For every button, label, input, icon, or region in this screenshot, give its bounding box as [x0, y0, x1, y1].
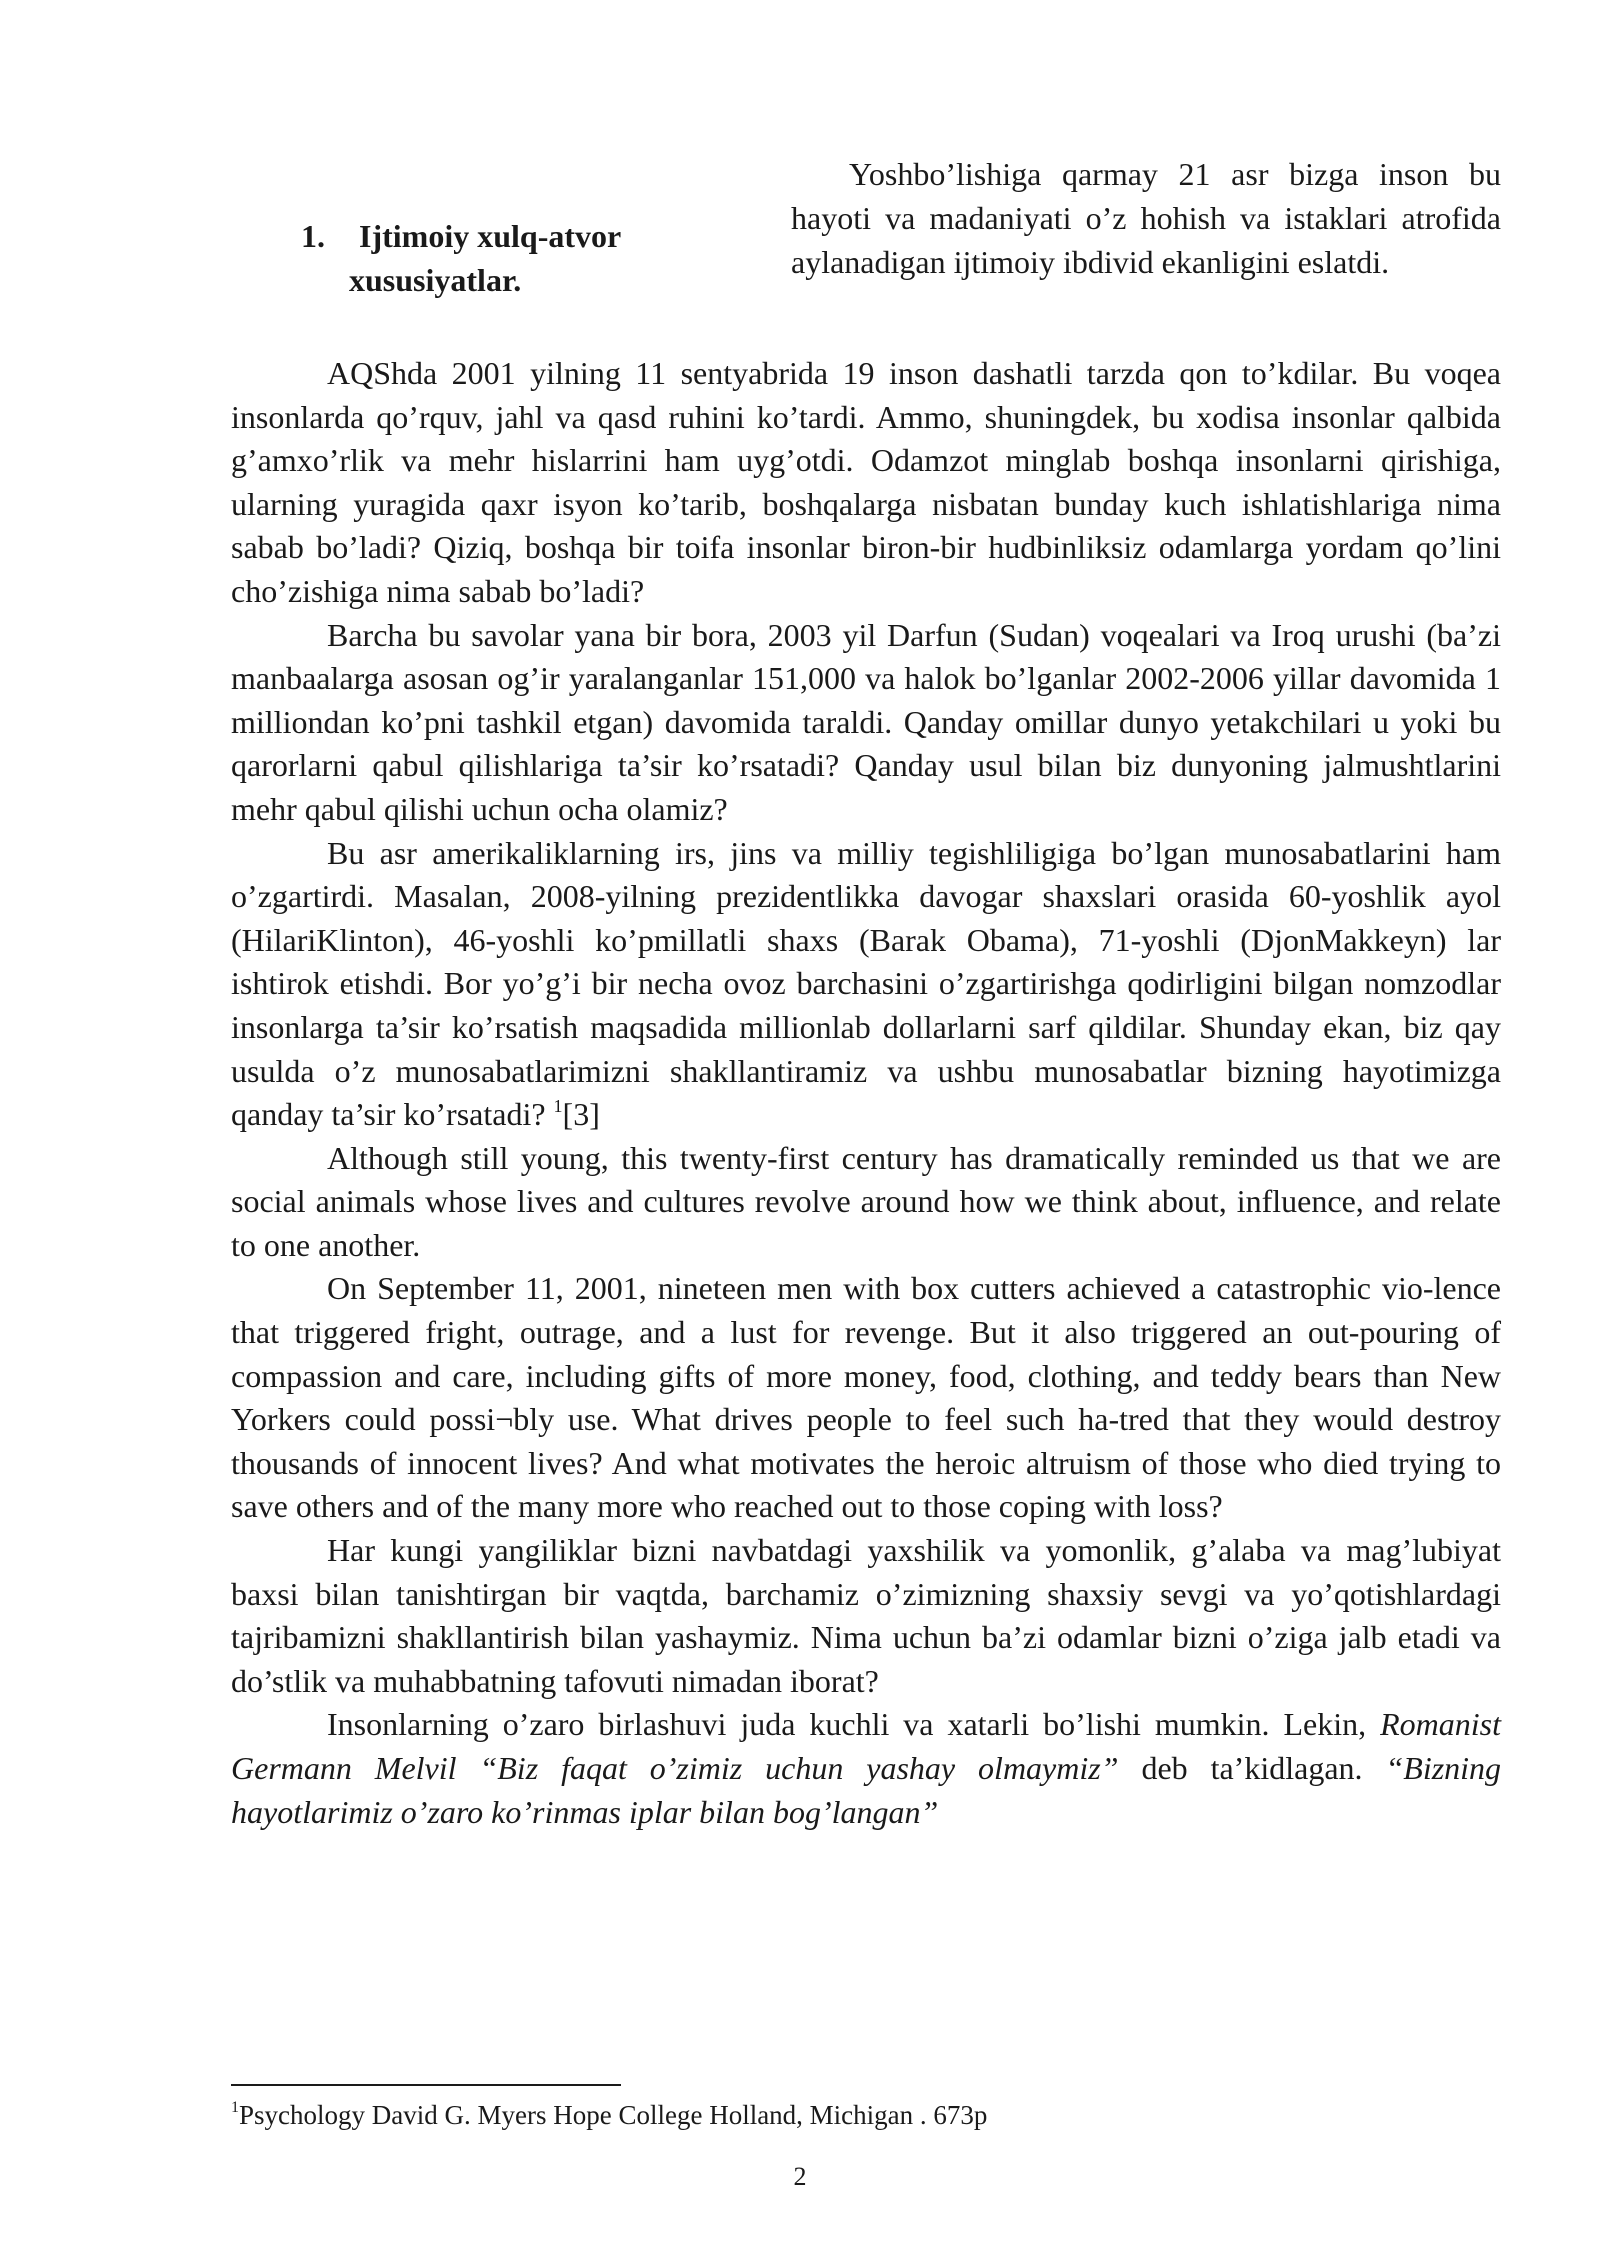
paragraph-7-c: deb ta’kidlagan. — [1141, 1750, 1363, 1786]
header-row — [231, 152, 1501, 352]
paragraph-7 — [231, 1703, 1501, 1834]
footnote-marker: 1 — [553, 1096, 563, 1117]
paragraph-7-quote-2: “Bizning hayotlarimiz o’zaro ko’rinmas iplar bilan bog’langan” — [231, 1750, 1502, 1830]
paragraph-4: Although still young, this twenty-first century has dramatically reminded us that we are social animals whose lives and cultures revolve around how we think about, influence, and relate to one another. — [231, 1139, 1501, 1263]
footnote — [231, 2098, 987, 2132]
paragraph-5: On September 11, 2001, nineteen men with box cutters achieved a catastrophic vio-lence that triggered fright, outrage, and a lust for revenge. But it also triggered an out-pouring of compassion and care, including gifts of more money, food, clothing, and teddy bears than New Yorkers could possi¬bly use. What drives people to feel such ha-tred that they would destroy thousands of innocent lives? And what motivates the heroic altruism of those who died trying to save others and of the many more who reached out to those coping with loss? — [231, 1270, 1501, 1525]
paragraph-6: Har kungi yangiliklar bizni navbatdagi yaxshilik va yomonlik, g’alaba va mag’lubiyat baxsi bilan tanishtirgan bir vaqtda, barchamiz o’zimizning shaxsiy sevgi va yo’qotishlardagi tajribamizni shakllantirish bilan yashaymiz. Nima uchun ba’zi odamlar bizni o’ziga jalb etadi va do’stlik va muhabbatning tafovuti nimadan iborat? — [231, 1532, 1501, 1699]
heading-number: 1. — [301, 218, 325, 254]
paragraph-3-text: Bu asr amerikaliklarning irs, jins va milliy tegishliligiga bo’lgan munosabatlarini ham o’zgartirdi. Masalan, 2008-yilning prezidentlikka davogar shaxslari orasida 60-yoshlik ayol (HilariKlinton), 46-yoshli ko’pmillatli shaxs (Barak Obama), 71-yoshli (DjonMakkeyn) lar ishtirok etishdi. Bor yo’g’i bir necha ovoz barchasini o’zgartirishga qodirligini bilgan nomzodlar insonlarga ta’sir ko’rsatish maqsadida millionlab dollarlarni sarf qildilar. Shunday ekan, biz qay usulda o’z munosabatlarimizni shakllantiramiz va ushbu munosabatlar bizning hayotimizga qanday ta’sir ko’rsatadi? — [231, 834, 1501, 1133]
paragraph-7-quote-1: Romanist Germann Melvil “Biz faqat o’zimiz uchun yashay olmaymiz” — [231, 1706, 1502, 1786]
heading-line-1 — [301, 214, 631, 258]
intro-paragraph: Yoshbo’lishiga qarmay 21 asr bizga inson bu hayoti va madaniyati o’z hohish va istaklari atrofida aylanadigan ijtimoiy ibdivid ekanligini eslatdi. — [791, 156, 1501, 280]
footnote-text: Psychology David G. Myers Hope College Holland, Michigan . 673p — [239, 2100, 988, 2130]
intro-block — [791, 152, 1501, 284]
page-number: 2 — [793, 2162, 807, 2191]
heading-title-2: xususiyatlar. — [349, 262, 522, 298]
footnote-separator — [231, 2084, 621, 2086]
paragraph-2: Barcha bu savolar yana bir bora, 2003 yil Darfun (Sudan) voqealari va Iroq urushi (ba’zi manbaalarga asosan og’ir yaralanganlar 151,000 va halok bo’lganlar 2002-2006 yillar davomida 1 milliondan ko’pni tashkil etgan) davomida taraldi. Qanday omillar dunyo yetakchilari u yoki bu qarorlarni qabul qilishlariga ta’sir ko’rsatadi? Qanday usul bilan biz dunyoning jalmushtlarini mehr qabul qilishi uchun ocha olamiz? — [231, 616, 1501, 827]
paragraph-7-a: Insonlarning o’zaro birlashuvi juda kuchli va xatarli bo’lishi mumkin. Lekin, — [327, 1706, 1367, 1743]
paragraph-3 — [231, 832, 1501, 1137]
section-heading — [301, 214, 631, 302]
body-text — [231, 352, 1501, 1834]
paragraph-1: AQShda 2001 yilning 11 sentyabrida 19 inson dashatli tarzda qon to’kdilar. Bu voqea insonlarda qo’rquv, jahl va qasd ruhini ko’tardi. Ammo, shuningdek, bu xodisa insonlar qalbida g’amxo’rlik va mehr hislarrini ham uyg’otdi. Odamzot minglab boshqa insonlarni qirishiga, ularning yuragida qaxr isyon ko’tarib, boshqalarga nisbatan bunday kuch ishlatishlariga nima sabab bo’ladi? Qiziq, boshqa bir toifa insonlar biron-bir hudbinliksiz odamlarga yordam qo’lini cho’zishiga nima sabab bo’ladi? — [231, 355, 1501, 609]
page-content — [231, 152, 1501, 1834]
citation-ref: [3] — [562, 1096, 600, 1133]
footnote-number: 1 — [231, 2099, 239, 2116]
heading-title-1: Ijtimoiy xulq-atvor — [359, 218, 622, 254]
